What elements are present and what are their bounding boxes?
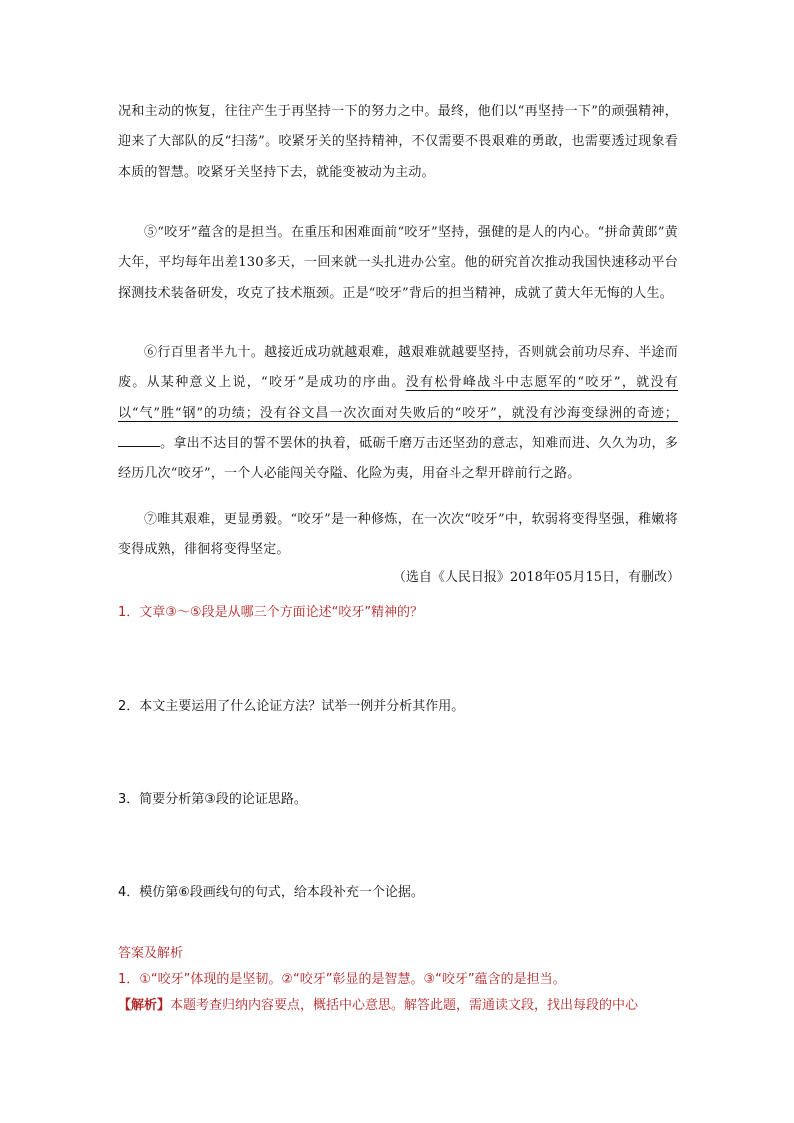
question-1: 1．文章③～⑤段是从哪三个方面论述“咬牙”精神的？ bbox=[118, 605, 424, 620]
question-2: 2．本文主要运用了什么论证方法？试举一例并分析其作用。 bbox=[118, 699, 465, 714]
analysis-text: 本题考查归纳内容要点，概括中心意思。解答此题，需通读文段，找出每段的中心 bbox=[170, 998, 639, 1013]
analysis-tag: 【解析】 bbox=[118, 998, 171, 1013]
fill-in-blank bbox=[118, 432, 160, 447]
passage-paragraph-5: ⑤“咬牙”蕴含的是担当。在重压和困难面前“咬牙”坚持，强健的是人的内心。“拼命黄郎”黄大年，平均每年出差130多天，一回来就一头扎进办公室。他的研究首次推动我国快速移动平台探测技术装备研发，攻克了技术瓶颈。正是“咬牙”背后的担当精神，成就了黄大年无悔的人生。 bbox=[118, 225, 678, 301]
answer-1: 1．①“咬牙”体现的是坚韧。②“咬牙”彰显的是智慧。③“咬牙”蕴含的是担当。 bbox=[118, 972, 566, 987]
passage-paragraph-6 bbox=[118, 338, 678, 489]
answers-heading: 答案及解析 bbox=[118, 946, 184, 961]
underlined-sentence: 没有松骨峰战斗中志愿军的“咬牙”，就没有以“气”胜“钢”的功绩；没有谷文昌一次次面对失败后的“咬牙”，就没有沙海变绿洲的奇迹； bbox=[118, 375, 678, 421]
question-3: 3．简要分析第③段的论证思路。 bbox=[118, 792, 307, 807]
analysis-1 bbox=[118, 996, 688, 1016]
passage-paragraph-continued: 况和主动的恢复，往往产生于再坚持一下的努力之中。最终，他们以“再坚持一下”的顽强精神，迎来了大部队的反“扫荡”。咬紧牙关的坚持精神，不仅需要不畏艰难的勇敢，也需要透过现象看本质的智慧。咬紧牙关坚持下去，就能变被动为主动。 bbox=[118, 104, 678, 180]
question-4: 4．模仿第⑥段画线句的句式，给本段补充一个论据。 bbox=[118, 885, 424, 900]
paragraph-6-intro: ⑥行百里者半九十。越接近成功就越艰难，越艰难就越要坚持，否则就会前功尽弃、半途而废。从某种意义上说，“咬牙”是成功的序曲。 bbox=[118, 345, 678, 391]
passage-paragraph-7: ⑦唯其艰难，更显勇毅。“咬牙”是一种修炼，在一次次“咬牙”中，软弱将变得坚强，稚嫩将变得成熟，徘徊将变得坚定。 bbox=[118, 512, 678, 558]
source-citation: （选自《人民日报》2018年05月15日，有删改） bbox=[392, 570, 680, 585]
paragraph-6-conclusion: 。拿出不达目的誓不罢休的执着，砥砺千磨万击还坚劲的意志，知难而进、久久为功，多经历几次“咬牙”，一个人必能闯关夺隘、化险为夷，用奋斗之犁开辟前行之路。 bbox=[118, 435, 678, 482]
